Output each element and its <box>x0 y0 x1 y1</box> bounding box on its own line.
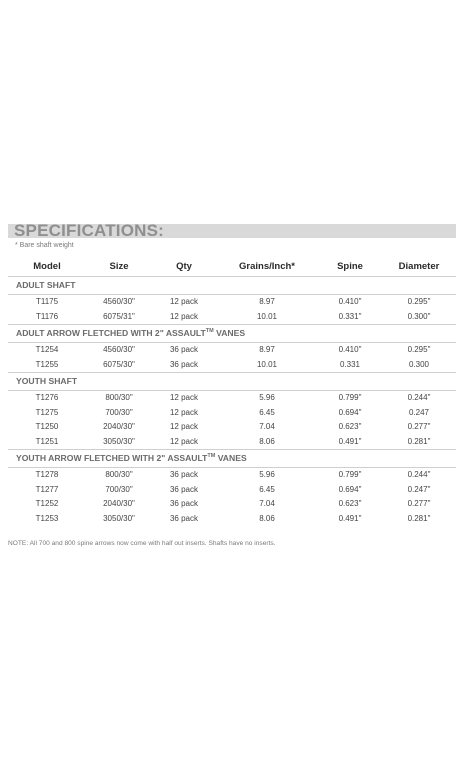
cell-size: 700/30" <box>105 407 133 417</box>
table-row <box>8 435 456 450</box>
table-row <box>8 358 456 373</box>
trademark-mark: TM <box>205 328 214 335</box>
cell-model: T1175 <box>35 297 59 306</box>
cell-model: T1278 <box>35 470 59 479</box>
table-row <box>8 406 456 421</box>
cell-grains: 6.45 <box>259 484 275 494</box>
cell-spine: 0.491" <box>338 513 362 523</box>
cell-spine: 0.410" <box>338 297 362 306</box>
cell-qty: 12 pack <box>169 297 199 306</box>
cell-diameter: 0.300" <box>407 311 431 321</box>
cell-spine: 0.623" <box>338 499 362 508</box>
table-row <box>8 483 456 498</box>
cell-qty: 36 pack <box>169 499 199 508</box>
cell-qty: 12 pack <box>169 311 199 321</box>
cell-diameter: 0.300 <box>408 359 430 369</box>
cell-size: 4560/30" <box>103 345 135 354</box>
cell-model: T1176 <box>35 311 59 321</box>
cell-grains: 10.01 <box>256 359 278 369</box>
cell-grains: 6.45 <box>259 407 275 417</box>
cell-model: T1254 <box>35 345 59 354</box>
cell-qty: 12 pack <box>169 407 199 417</box>
cell-spine: 0.623" <box>338 422 362 431</box>
note-text: NOTE: All 700 and 800 spine arrows now come with half out inserts. Shafts have no inserts. <box>8 540 276 547</box>
column-header-qty: Qty <box>152 256 216 277</box>
cell-model: T1276 <box>35 393 59 402</box>
cell-spine: 0.694" <box>338 407 362 417</box>
section-name-suffix: VANES <box>215 453 247 463</box>
cell-spine: 0.491" <box>338 436 362 446</box>
cell-model: T1252 <box>35 499 59 508</box>
cell-qty: 36 pack <box>169 470 199 479</box>
cell-spine: 0.694" <box>338 484 362 494</box>
cell-qty: 36 pack <box>169 484 199 494</box>
section-header-row <box>8 325 456 343</box>
cell-spine: 0.331 <box>339 359 361 369</box>
cell-spine: 0.799" <box>338 393 362 402</box>
table-body <box>8 277 456 527</box>
cell-grains: 8.97 <box>259 297 275 306</box>
cell-grains: 5.96 <box>259 470 275 479</box>
table-row <box>8 497 456 512</box>
column-header-diameter: Diameter <box>382 256 456 277</box>
section-header-row <box>8 277 456 295</box>
cell-size: 6075/31" <box>103 311 135 321</box>
section-name: ADULT ARROW FLETCHED WITH 2" ASSAULT <box>16 328 206 338</box>
specifications-table <box>8 256 456 526</box>
cell-diameter: 0.281" <box>407 513 431 523</box>
section-heading <box>8 373 456 391</box>
cell-diameter: 0.277" <box>407 422 431 431</box>
cell-size: 3050/30" <box>103 436 135 446</box>
cell-model: T1255 <box>35 359 59 369</box>
cell-diameter: 0.295" <box>407 345 431 354</box>
section-heading <box>8 277 456 295</box>
cell-diameter: 0.277" <box>407 499 431 508</box>
cell-grains: 8.97 <box>259 345 275 354</box>
cell-model: T1251 <box>35 436 59 446</box>
section-name-suffix: VANES <box>213 328 246 338</box>
cell-grains: 8.06 <box>259 513 275 523</box>
cell-model: T1250 <box>35 422 59 431</box>
section-name: YOUTH SHAFT <box>16 376 78 386</box>
cell-grains: 10.01 <box>256 311 278 321</box>
section-name: ADULT SHAFT <box>16 280 76 290</box>
table-row <box>8 512 456 527</box>
cell-spine: 0.331" <box>338 311 362 321</box>
section-heading <box>8 450 456 468</box>
cell-qty: 12 pack <box>169 422 199 431</box>
cell-spine: 0.799" <box>338 470 362 479</box>
column-header-grains: Grains/Inch* <box>216 256 318 277</box>
table-row <box>8 295 456 310</box>
cell-qty: 36 pack <box>169 513 199 523</box>
table-row <box>8 343 456 358</box>
cell-size: 6075/30" <box>103 359 135 369</box>
table-row <box>8 468 456 483</box>
table-row <box>8 420 456 435</box>
footnote: * Bare shaft weight <box>15 242 74 249</box>
column-header-spine: Spine <box>318 256 382 277</box>
cell-qty: 36 pack <box>169 359 199 369</box>
cell-qty: 36 pack <box>169 345 199 354</box>
column-header-model: Model <box>8 256 86 277</box>
cell-grains: 5.96 <box>259 393 275 402</box>
cell-size: 700/30" <box>105 484 133 494</box>
section-header-row <box>8 450 456 468</box>
cell-diameter: 0.247" <box>407 484 431 494</box>
column-header-size: Size <box>86 256 152 277</box>
cell-size: 2040/30" <box>103 422 135 431</box>
section-name: YOUTH ARROW FLETCHED WITH 2" ASSAULT <box>16 453 208 463</box>
cell-model: T1275 <box>35 407 59 417</box>
cell-grains: 7.04 <box>259 499 275 508</box>
cell-size: 4560/30" <box>103 297 135 306</box>
table-row <box>8 310 456 325</box>
cell-diameter: 0.244" <box>407 393 431 402</box>
cell-qty: 12 pack <box>169 393 199 402</box>
table-row <box>8 391 456 406</box>
page-title: SPECIFICATIONS: <box>14 221 165 240</box>
cell-diameter: 0.247 <box>408 407 430 417</box>
section-heading <box>8 325 456 343</box>
cell-size: 800/30" <box>105 393 133 402</box>
cell-grains: 7.04 <box>259 422 275 431</box>
cell-model: T1253 <box>35 513 59 523</box>
cell-size: 2040/30" <box>103 499 135 508</box>
title-bar <box>8 221 456 240</box>
cell-size: 800/30" <box>105 470 133 479</box>
cell-qty: 12 pack <box>169 436 199 446</box>
cell-spine: 0.410" <box>338 345 362 354</box>
section-header-row <box>8 373 456 391</box>
cell-grains: 8.06 <box>259 436 275 446</box>
cell-model: T1277 <box>35 484 59 494</box>
table-header-row <box>8 256 456 277</box>
cell-size: 3050/30" <box>103 513 135 523</box>
trademark-mark: TM <box>207 453 216 460</box>
cell-diameter: 0.281" <box>407 436 431 446</box>
cell-diameter: 0.295" <box>407 297 431 306</box>
cell-diameter: 0.244" <box>407 470 431 479</box>
specifications-panel <box>8 221 456 547</box>
